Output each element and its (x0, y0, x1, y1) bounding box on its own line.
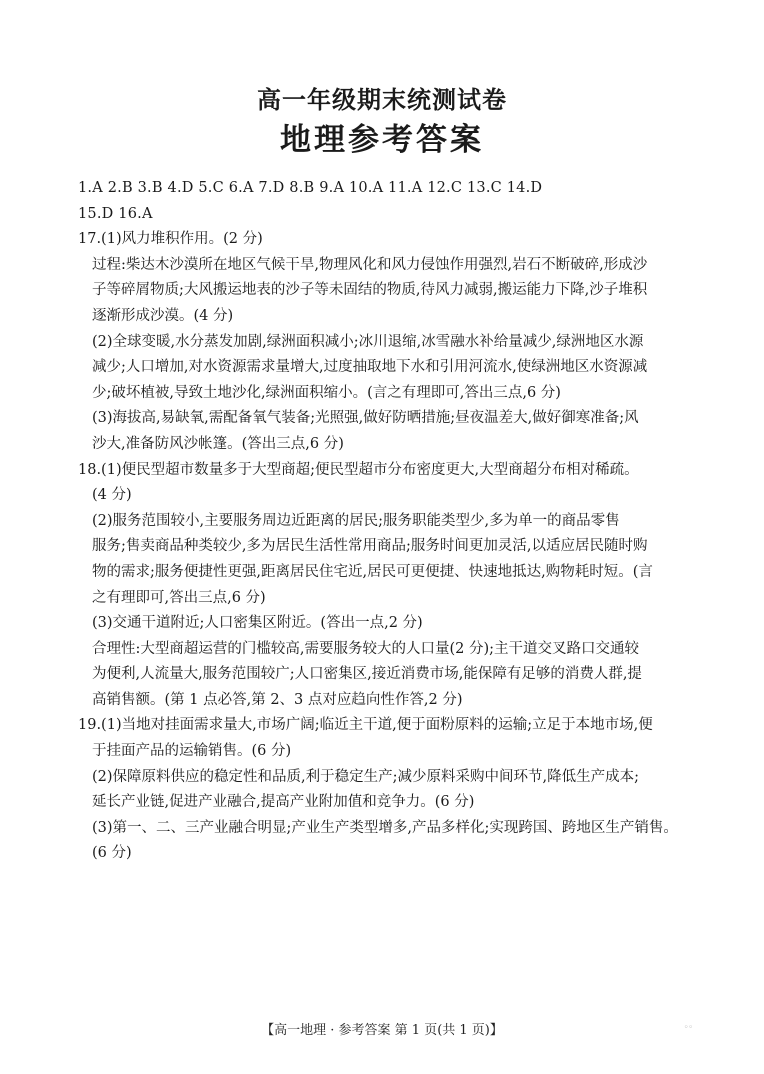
q18-part1-line: 18.(1)便民型超市数量多于大型商超;便民型超市分布密度更大,大型商超分布相对稀疏。 (78, 461, 639, 478)
q18-reason-line: 高销售额。(第 1 点必答,第 2、3 点对应趋向性作答,2 分) (92, 691, 463, 708)
q17-process-line: 过程:柴达木沙漠所在地区气候干旱,物理风化和风力侵蚀作用强烈,岩石不断破碎,形成沙 (92, 256, 648, 273)
q17-part3-line: (3)海拔高,易缺氧,需配备氧气装备;光照强,做好防晒措施;昼夜温差大,做好御寒准备;风 (92, 410, 639, 427)
q18-reason-line: 为便利,人流量大,服务范围较广;人口密集区,接近消费市场,能保障有足够的消费人群,提 (92, 666, 642, 683)
q18-reason-line: 合理性:大型商超运营的门槛较高,需要服务较大的人口量(2 分);主干道交叉路口交通较 (92, 640, 640, 657)
choice-answers-line-2: 15.D 16.A (78, 205, 153, 222)
answer-content (78, 176, 698, 867)
q17-part1: 17.(1)风力堆积作用。(2 分) (78, 231, 263, 248)
q18-part1-line: (4 分) (92, 487, 132, 504)
q19-part3-line: (3)第一、二、三产业融合明显;产业生产类型增多,产品多样化;实现跨国、跨地区生产销售。 (92, 819, 678, 836)
q18-part3: (3)交通干道附近;人口密集区附近。(答出一点,2 分) (92, 615, 423, 632)
answer-key-title: 地理参考答案 (280, 122, 484, 158)
corner-mark: 。。 (684, 1020, 698, 1030)
q17-part3-line: 沙大,准备防风沙帐篷。(答出三点,6 分) (92, 435, 344, 452)
q18-part2-line: 服务;售卖商品种类较少,多为居民生活性常用商品;服务时间更加灵活,以适应居民随时购 (92, 538, 648, 555)
q17-part2-line: 减少;人口增加,对水资源需求量增大,过度抽取地下水和引用河流水,使绿洲地区水资源减 (92, 359, 648, 376)
q18-part2-line: 之有理即可,答出三点,6 分) (92, 589, 266, 606)
q17-process-line: 逐渐形成沙漠。(4 分) (92, 307, 234, 324)
q19-part3-line: (6 分) (92, 845, 132, 862)
title-block (0, 84, 764, 160)
choice-answers-line-1: 1.A 2.B 3.B 4.D 5.C 6.A 7.D 8.B 9.A 10.A 11.A 12.C 13.C 14.D (78, 180, 543, 196)
q19-part1-line: 于挂面产品的运输销售。(6 分) (92, 743, 292, 760)
page-footer: 【高一地理 · 参考答案 第 1 页(共 1 页)】 (261, 1023, 503, 1038)
q18-part2-line: 物的需求;服务便捷性更强,距离居民住宅近,居民可更便捷、快速地抵达,购物耗时短。(言 (92, 563, 653, 580)
exam-title: 高一年级期末统测试卷 (257, 86, 507, 114)
q17-process-line: 子等碎屑物质;大风搬运地表的沙子等未固结的物质,待风力减弱,搬运能力下降,沙子堆积 (92, 282, 648, 299)
q18-part2-line: (2)服务范围较小,主要服务周边近距离的居民;服务职能类型少,多为单一的商品零售 (92, 512, 620, 529)
q19-part2-line: 延长产业链,促进产业融合,提高产业附加值和竞争力。(6 分) (92, 794, 475, 811)
q17-part2-line: 少;破坏植被,导致土地沙化,绿洲面积缩小。(言之有理即可,答出三点,6 分) (92, 384, 561, 401)
q19-part1-line: 19.(1)当地对挂面需求量大,市场广阔;临近主干道,便于面粉原料的运输;立足于本地市场,便 (78, 717, 653, 734)
q17-part2-line: (2)全球变暖,水分蒸发加剧,绿洲面积减小;冰川退缩,冰雪融水补给量减少,绿洲地区水源 (92, 333, 644, 350)
q19-part2-line: (2)保障原料供应的稳定性和品质,利于稳定生产;减少原料采购中间环节,降低生产成本; (92, 768, 640, 785)
